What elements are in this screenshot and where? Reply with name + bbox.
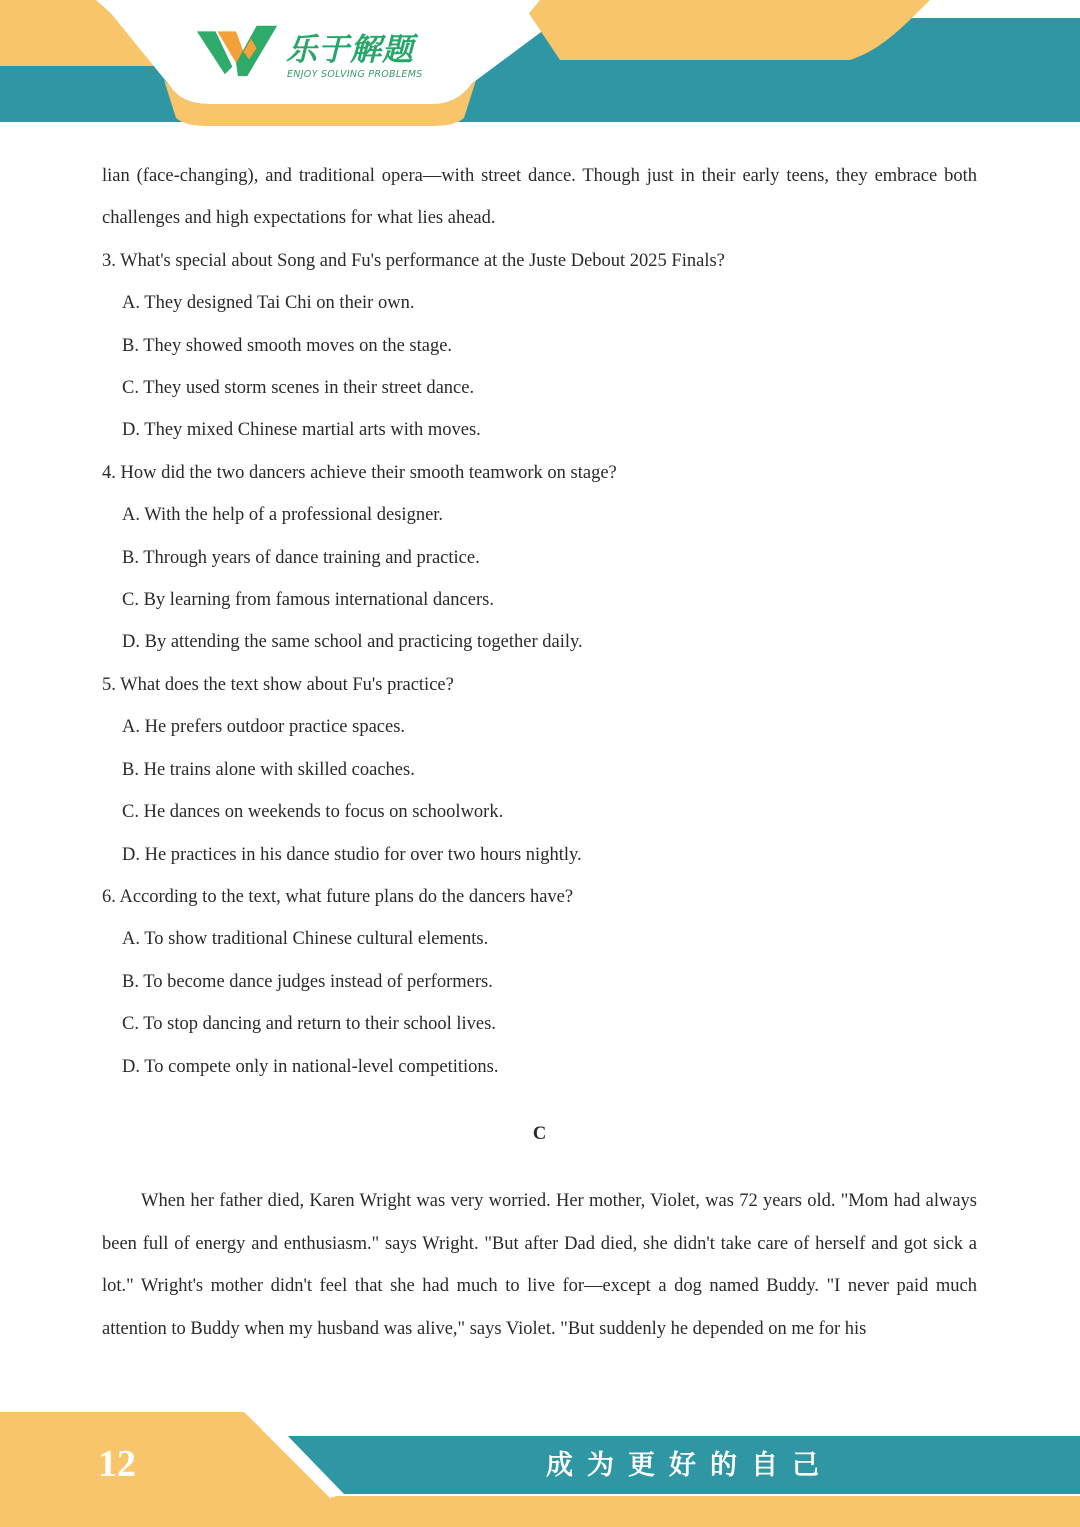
- option-c: C. To stop dancing and return to their school lives.: [122, 1014, 496, 1035]
- intro-paragraph: lian (face-changing), and traditional opera—with street dance. Though just in their early teens, they embrace both challenges and high expectations for what lies ahead.: [102, 166, 977, 229]
- page-content: [102, 155, 977, 1350]
- question-3: [102, 240, 977, 452]
- logo-title: 乐于解题: [286, 32, 414, 68]
- option-b: B. He trains alone with skilled coaches.: [122, 759, 415, 780]
- question-stem: 3. What's special about Song and Fu's performance at the Juste Debout 2025 Finals?: [102, 250, 725, 271]
- option-a: A. With the help of a professional designer.: [122, 505, 444, 526]
- question-stem: 4. How did the two dancers achieve their smooth teamwork on stage?: [102, 462, 617, 483]
- option-b: B. Through years of dance training and practice.: [122, 547, 480, 568]
- header-banner: [0, 0, 1080, 130]
- option-c: C. They used storm scenes in their street dance.: [122, 378, 475, 399]
- section-heading: C: [532, 1123, 547, 1144]
- footer-banner: [0, 1410, 1080, 1527]
- option-c: C. By learning from famous international dancers.: [122, 590, 494, 611]
- option-b: B. They showed smooth moves on the stage.: [122, 335, 453, 356]
- question-stem: 6. According to the text, what future plans do the dancers have?: [102, 886, 574, 907]
- page-number: 12: [98, 1443, 136, 1485]
- option-d: D. They mixed Chinese martial arts with moves.: [122, 420, 481, 441]
- option-d: D. By attending the same school and practicing together daily.: [122, 632, 583, 653]
- question-6: [102, 876, 977, 1088]
- option-a: A. He prefers outdoor practice spaces.: [122, 717, 406, 738]
- question-5: [102, 664, 977, 876]
- option-a: A. To show traditional Chinese cultural elements.: [122, 929, 489, 950]
- option-c: C. He dances on weekends to focus on schoolwork.: [122, 802, 504, 823]
- passage-c-paragraph: When her father died, Karen Wright was very worried. Her mother, Violet, was 72 years old. "Mom had always been full of energy and enthusiasm." says Wright. "But after Dad died, she didn't take care of herself and got sick a lot." Wright's mother didn't feel that she had much to live for—except a dog named Buddy. "I never paid much attention to Buddy when my husband was alive," says Violet. "But suddenly he depended on me for his: [102, 1191, 977, 1339]
- option-d: D. To compete only in national-level competitions.: [122, 1056, 499, 1077]
- option-d: D. He practices in his dance studio for over two hours nightly.: [122, 844, 582, 865]
- question-4: [102, 452, 977, 664]
- option-a: A. They designed Tai Chi on their own.: [122, 293, 415, 314]
- footer-slogan: 成为更好的自己: [546, 1450, 833, 1481]
- option-b: B. To become dance judges instead of performers.: [122, 971, 493, 992]
- question-stem: 5. What does the text show about Fu's practice?: [102, 674, 454, 695]
- logo-icon: [194, 22, 280, 78]
- logo-subtitle: ENJOY SOLVING PROBLEMS: [287, 69, 423, 80]
